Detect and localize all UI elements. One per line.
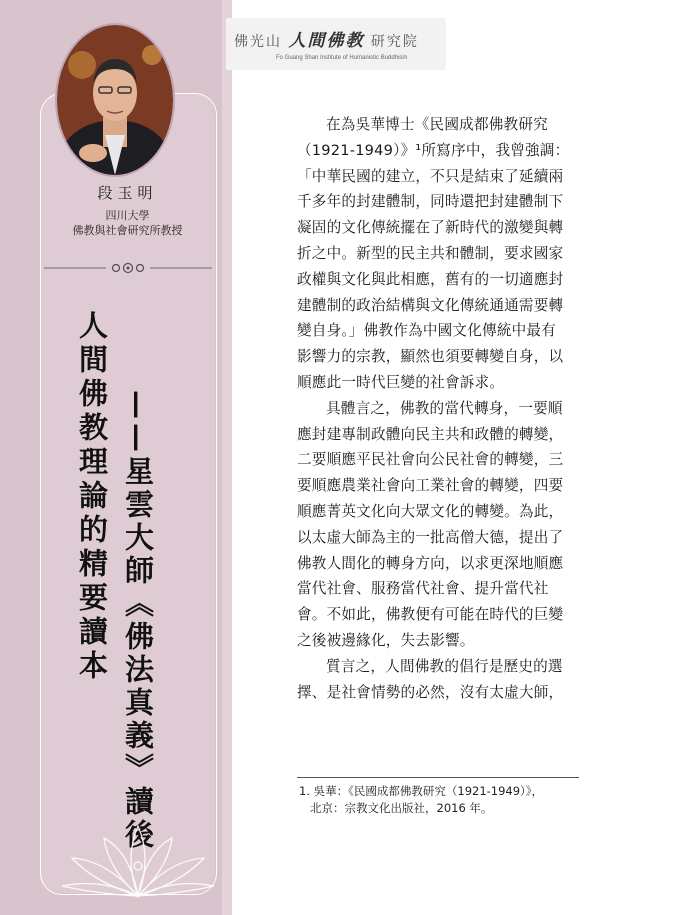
text-line: 千多年的封建體制，同時還把封建體制下 — [297, 193, 564, 211]
text-line: 具體言之，佛教的當代轉身，一要順 — [326, 399, 563, 417]
paragraph-3 — [297, 654, 579, 706]
text-line: 當代社會、服務當代社會、提升當代社 — [297, 580, 549, 598]
paragraph-1 — [297, 112, 579, 396]
text-line: 二要順應平民社會向公民社會的轉變，三 — [297, 451, 564, 469]
text-line: 佛教人間化的轉身方向，以求更深地順應 — [297, 554, 564, 572]
text-line: （1921-1949）》¹所寫序中，我曾強調： — [297, 141, 570, 159]
logo-suffix: 研究院 — [370, 34, 419, 50]
footnote-line-1: 1. 吳華：《民國成都佛教研究（1921-1949）》， — [299, 784, 544, 798]
sidebar-edge — [222, 0, 232, 915]
text-line: 順應菁英文化向大眾文化的轉變。為此， — [297, 502, 564, 520]
author-name: 段玉明 — [97, 184, 158, 202]
logo-prefix: 佛光山 — [234, 34, 282, 50]
text-line: 折之中。新型的民主共和體制，要求國家 — [297, 244, 564, 262]
text-line: 要順應農業社會向工業社會的轉變，四要 — [297, 477, 564, 495]
paragraph-2 — [297, 396, 579, 654]
lotus-ornament — [58, 818, 218, 898]
author-affiliation — [40, 208, 215, 238]
text-line: 政權與文化與此相應，舊有的一切適應封 — [297, 270, 564, 288]
text-line: 之後被邊緣化，失去影響。 — [297, 631, 475, 649]
author-photo — [57, 25, 173, 175]
footnote-line-2: 北京：宗教文化出版社，2016 年。 — [310, 801, 493, 815]
text-line: 會。不如此，佛教便有可能在時代的巨變 — [297, 606, 564, 624]
text-line: 質言之，人間佛教的倡行是歷史的選 — [326, 657, 563, 675]
text-line: 以太虛大師為主的一批高僧大德，提出了 — [297, 528, 564, 546]
text-line: 凝固的文化傳統擺在了新時代的激變與轉 — [297, 219, 564, 237]
text-line: 變自身。」佛教作為中國文化傳統中最有 — [297, 322, 556, 340]
text-line: 應封建專制政體向民主共和政體的轉變， — [297, 425, 564, 443]
institute-logo — [226, 18, 446, 70]
footnote — [299, 783, 543, 817]
logo-brand: 人間佛教 — [288, 31, 365, 51]
article-subtitle: ——星雲大師《佛法真義》讀後 — [121, 390, 155, 852]
author-university: 四川大學 — [105, 209, 150, 222]
article-body — [297, 112, 579, 705]
text-line: 擇、是社會情勢的必然，沒有太虛大師， — [297, 683, 564, 701]
text-line: 影響力的宗教，顯然也須要轉變自身，以 — [297, 348, 564, 366]
author-position: 佛教與社會研究所教授 — [72, 224, 183, 237]
article-title: 人間佛教理論的精要讀本 — [75, 310, 109, 684]
text-line: 在為吳華博士《民國成都佛教研究 — [326, 116, 548, 133]
text-line: 「中華民國的建立，不只是結束了延續兩 — [297, 167, 564, 185]
logo-english: Fo Guang Shan Institute of Humanistic Buddhism — [276, 55, 408, 61]
footnote-rule — [297, 777, 579, 778]
ornament-divider — [44, 262, 212, 274]
logo-chinese — [234, 26, 419, 51]
text-line: 順應此一時代巨變的社會訴求。 — [297, 373, 505, 391]
text-line: 建體制的政治結構與文化傳統通通需要轉 — [297, 296, 564, 314]
